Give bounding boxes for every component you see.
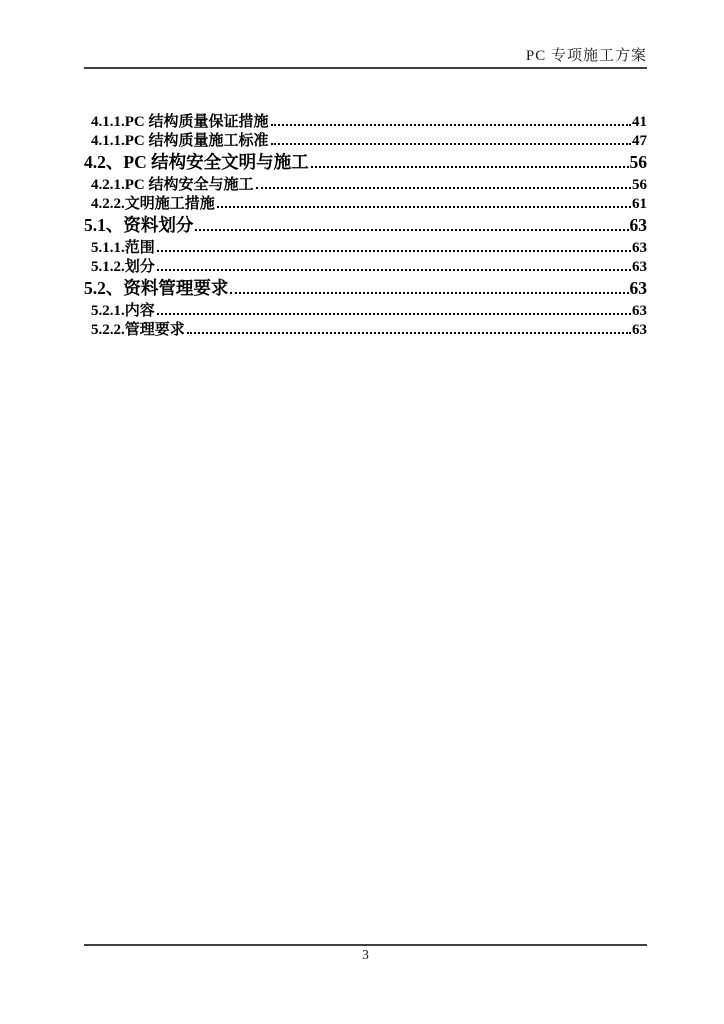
dot-leader [157,313,631,315]
toc-entry[interactable] [84,132,647,151]
toc-entry[interactable] [84,239,647,258]
toc-entry[interactable] [84,258,647,277]
toc-entry[interactable] [84,113,647,132]
dot-leader [256,187,632,189]
toc-entry-label: 5.2.1.内容 [91,303,155,319]
toc-entry-label: 4.1.1.PC 结构质量保证措施 [91,114,269,130]
toc-entry[interactable] [84,176,647,195]
dot-leader [157,250,631,252]
footer-rule [84,944,647,946]
toc-entry-page-number: 63 [629,278,647,298]
toc-entry-page-number: 63 [632,240,647,256]
toc-entry-label: 5.1.1.范围 [91,240,155,256]
table-of-contents [84,113,647,340]
toc-entry[interactable] [84,321,647,340]
page-number: 3 [362,947,369,962]
toc-entry-page-number: 63 [632,259,647,275]
toc-entry-label: 5.2、资料管理要求 [84,278,229,298]
dot-leader [230,292,628,294]
dot-leader [311,166,629,168]
toc-entry-label: 5.1、资料划分 [84,215,194,235]
toc-entry[interactable] [84,214,647,236]
toc-entry-label: 4.2.1.PC 结构安全与施工 [91,177,254,193]
toc-entry-page-number: 63 [629,215,647,235]
header-title: PC 专项施工方案 [525,48,647,64]
toc-entry-page-number: 47 [632,133,647,149]
toc-entry[interactable] [84,151,647,173]
dot-leader [217,206,631,208]
toc-entry[interactable] [84,195,647,214]
toc-entry-label: 4.1.1.PC 结构质量施工标准 [91,133,269,149]
dot-leader [271,143,632,145]
dot-leader [195,229,628,231]
dot-leader [271,124,632,126]
page-header [84,46,647,69]
toc-entry-page-number: 41 [632,114,647,130]
toc-entry[interactable] [84,277,647,299]
toc-entry[interactable] [84,302,647,321]
dot-leader [157,269,631,271]
toc-entry-label: 4.2.2.文明施工措施 [91,196,215,212]
toc-entry-page-number: 56 [629,152,647,172]
toc-entry-page-number: 63 [632,322,647,338]
toc-entry-page-number: 56 [632,177,647,193]
toc-entry-label: 5.2.2.管理要求 [91,322,185,338]
toc-entry-label: 5.1.2.划分 [91,259,155,275]
toc-entry-page-number: 63 [632,303,647,319]
toc-entry-page-number: 61 [632,196,647,212]
dot-leader [187,332,631,334]
toc-entry-label: 4.2、PC 结构安全文明与施工 [84,152,309,172]
